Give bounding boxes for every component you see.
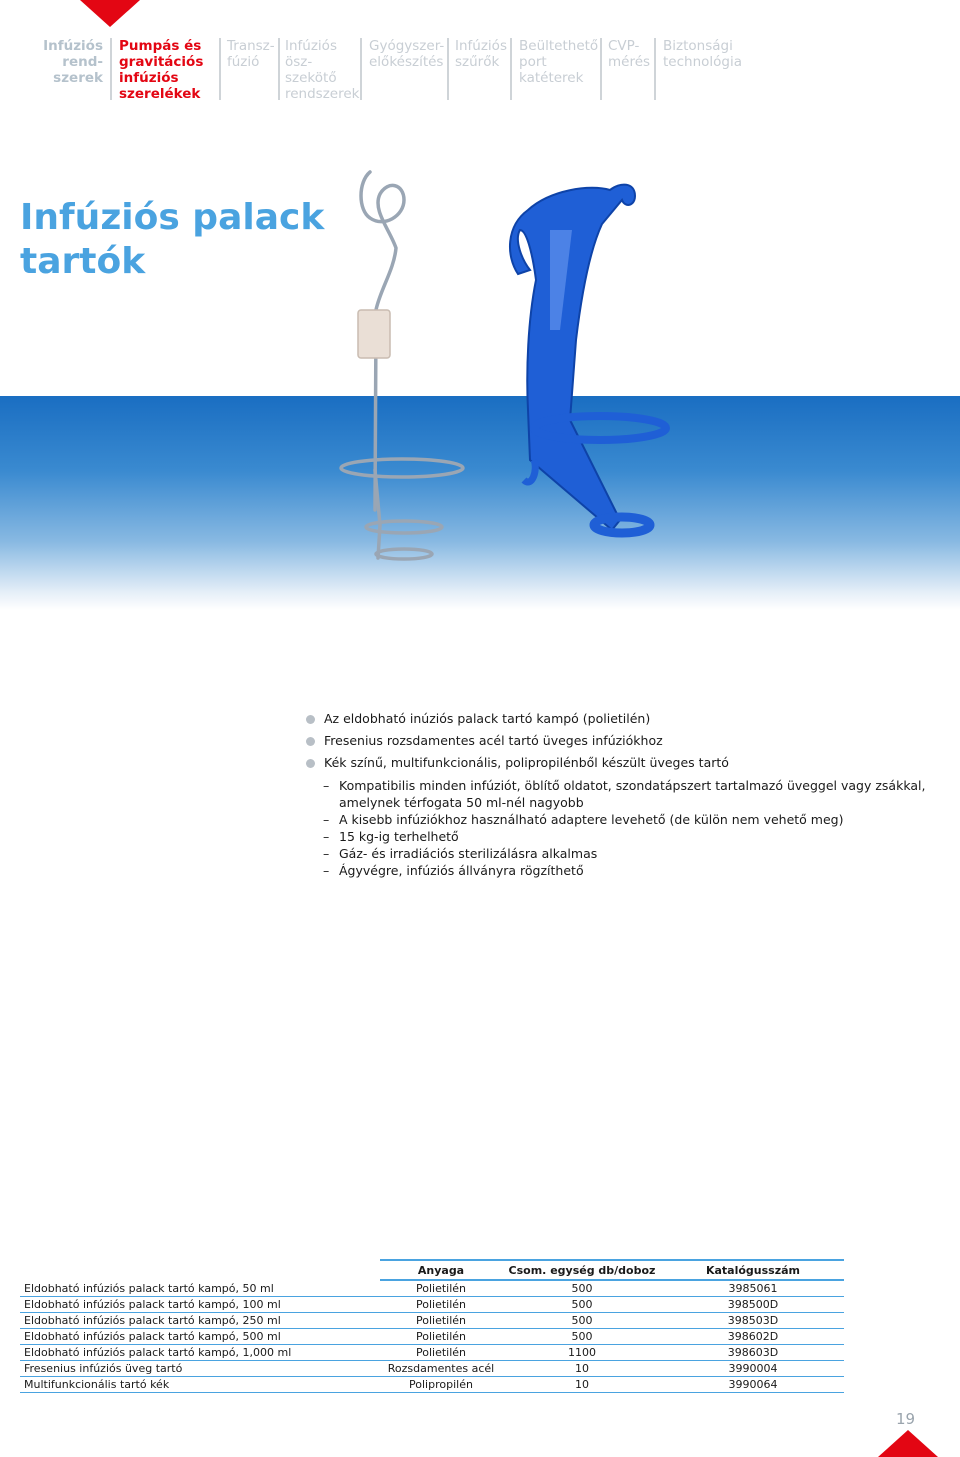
nav-item-beultetheto-port[interactable]: Beültethető port katéterek xyxy=(519,38,599,86)
table-row xyxy=(20,1313,844,1329)
product-catalog: 3990004 xyxy=(662,1361,844,1377)
table-row xyxy=(20,1345,844,1361)
section-navigation xyxy=(0,38,960,102)
feature-bullet: Fresenius rozsdamentes acél tartó üveges infúziókhoz xyxy=(306,730,946,752)
product-material: Rozsdamentes acél xyxy=(380,1361,502,1377)
nav-item-infuzios-osszekoto[interactable]: Infúziós ösz- szekötő rendszerek xyxy=(285,38,360,102)
product-name: Eldobható infúziós palack tartó kampó, 500 ml xyxy=(20,1329,380,1345)
product-package: 10 xyxy=(502,1377,662,1393)
product-material: Polietilén xyxy=(380,1313,502,1329)
product-catalog: 398603D xyxy=(662,1345,844,1361)
blue-holder-icon xyxy=(510,185,666,533)
table-header-row xyxy=(20,1260,844,1280)
nav-divider xyxy=(360,38,362,100)
product-package: 10 xyxy=(502,1361,662,1377)
product-package: 500 xyxy=(502,1280,662,1297)
product-package: 1100 xyxy=(502,1345,662,1361)
corner-triangle-bottom xyxy=(878,1430,938,1457)
product-package: 500 xyxy=(502,1329,662,1345)
product-name: Eldobható infúziós palack tartó kampó, 100 ml xyxy=(20,1297,380,1313)
product-material: Polietilén xyxy=(380,1345,502,1361)
feature-bullet: Kék színű, multifunkcionális, polipropilénből készült üveges tartó xyxy=(306,752,946,774)
product-catalog: 3990064 xyxy=(662,1377,844,1393)
product-material: Polietilén xyxy=(380,1280,502,1297)
table-row xyxy=(20,1329,844,1345)
product-material: Polipropilén xyxy=(380,1377,502,1393)
table-row xyxy=(20,1361,844,1377)
product-name: Eldobható infúziós palack tartó kampó, 250 ml xyxy=(20,1313,380,1329)
nav-divider xyxy=(447,38,449,100)
product-catalog: 3985061 xyxy=(662,1280,844,1297)
product-package: 500 xyxy=(502,1297,662,1313)
nav-item-cvp-meres[interactable]: CVP- mérés xyxy=(608,38,651,70)
page-title: Infúziós palack tartók xyxy=(20,197,325,282)
page-number: 19 xyxy=(896,1410,916,1428)
product-name: Fresenius infúziós üveg tartó xyxy=(20,1361,380,1377)
product-catalog: 398602D xyxy=(662,1329,844,1345)
feature-subitem: – 15 kg-ig terhelhető xyxy=(306,828,946,845)
nav-divider xyxy=(219,38,221,100)
product-name: Eldobható infúziós palack tartó kampó, 50 ml xyxy=(20,1280,380,1297)
header-name xyxy=(20,1260,380,1280)
nav-item-biztonsagi-technologia[interactable]: Biztonsági technológia xyxy=(663,38,742,70)
feature-bullet: Az eldobható inúziós palack tartó kampó (polietilén) xyxy=(306,708,946,730)
table-row xyxy=(20,1297,844,1313)
product-name: Eldobható infúziós palack tartó kampó, 1,000 ml xyxy=(20,1345,380,1361)
nav-divider xyxy=(600,38,602,100)
header-catalog-number: Katalógusszám xyxy=(662,1260,844,1280)
nav-divider xyxy=(110,38,112,100)
feature-list xyxy=(306,708,946,879)
table-row xyxy=(20,1377,844,1393)
label-tag xyxy=(358,310,390,358)
product-image xyxy=(300,170,720,570)
product-package: 500 xyxy=(502,1313,662,1329)
product-catalog: 398503D xyxy=(662,1313,844,1329)
nav-divider xyxy=(654,38,656,100)
feature-subitem: – Gáz- és irradiációs sterilizálásra alkalmas xyxy=(306,845,946,862)
nav-divider xyxy=(510,38,512,100)
feature-subitem: – Ágyvégre, infúziós állványra rögzíthető xyxy=(306,862,946,879)
nav-divider xyxy=(278,38,280,100)
feature-subitem: – Kompatibilis minden infúziót, öblítő oldatot, szondatápszert tartalmazó üveggel vagy zsákkal, amelynek térfogata 50 ml-nél nagyobb xyxy=(306,777,946,811)
product-material: Polietilén xyxy=(380,1329,502,1345)
table-row xyxy=(20,1280,844,1297)
nav-item-gyogyszer-elokeszites[interactable]: Gyógyszer- előkészítés xyxy=(369,38,445,70)
header-package-unit: Csom. egység db/doboz xyxy=(502,1260,662,1280)
nav-item-infuzios-szurok[interactable]: Infúziós szűrők xyxy=(455,38,507,70)
nav-item-transzfuzio[interactable]: Transz- fúzió xyxy=(227,38,275,70)
product-catalog: 398500D xyxy=(662,1297,844,1313)
product-material: Polietilén xyxy=(380,1297,502,1313)
feature-subitem: – A kisebb infúziókhoz használható adaptere levehető (de külön nem vehető meg) xyxy=(306,811,946,828)
nav-item-infuzios-rendszerek[interactable]: Infúziós rend- szerek xyxy=(43,38,103,86)
steel-holder-icon xyxy=(341,172,463,559)
header-material: Anyaga xyxy=(380,1260,502,1280)
corner-triangle-top xyxy=(80,0,140,27)
product-table xyxy=(20,1259,844,1393)
product-name: Multifunkcionális tartó kék xyxy=(20,1377,380,1393)
nav-item-pumpas-gravitacios[interactable]: Pumpás és gravitációs infúziós szerelékek xyxy=(119,38,204,102)
